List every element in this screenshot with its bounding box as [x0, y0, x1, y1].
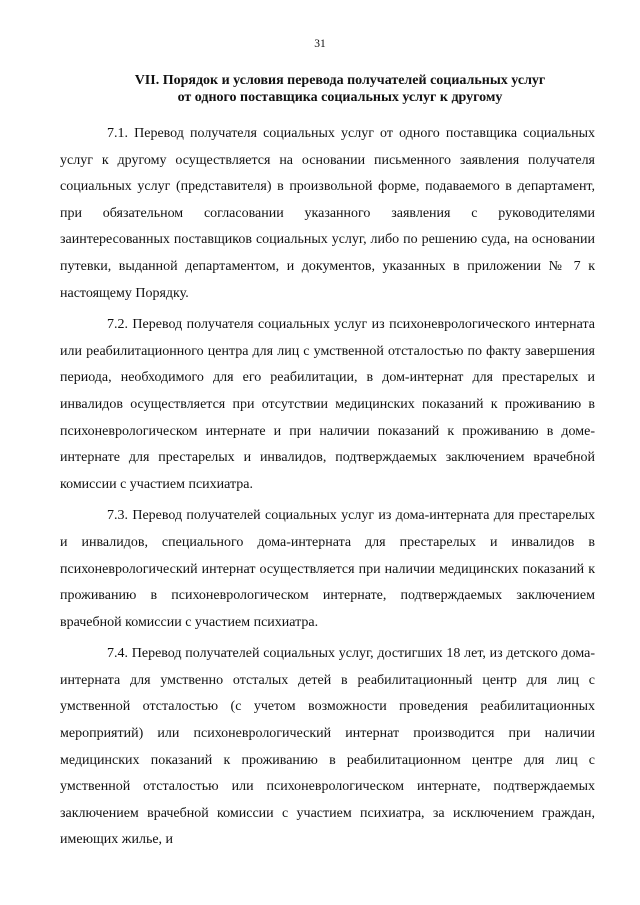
section-heading — [110, 72, 570, 106]
section-heading-line-2: от одного поставщика социальных услуг к другому — [177, 90, 503, 105]
paragraph-7-1: 7.1. Перевод получателя социальных услуг от одного поставщика социальных услуг к другому осуществляется на основании письменного заявления получателя социальных услуг (представителя) в произвольной форме, подаваемого в департамент, при обязательном согласовании указанного заявления с руководителями заинтересованных поставщиков социальных услуг, либо по решению суда, на основании путевки, выданной департаментом, и документов, указанных в приложении № 7 к настоящему Порядку. — [60, 126, 595, 301]
document-body — [60, 121, 595, 859]
page-number: 31 — [314, 38, 326, 50]
section-heading-line-1: VII. Порядок и условия перевода получателей социальных услуг — [134, 73, 546, 88]
paragraph-7-3: 7.3. Перевод получателей социальных услуг из дома-интерната для престарелых и инвалидов, специального дома-интерната для престарелых и инвалидов в психоневрологический интернат осуществляется при наличии медицинских показаний к проживанию в психоневрологическом интернате, подтверждаемых заключением врачебной комиссии с участием психиатра. — [60, 508, 595, 630]
paragraph-7-2: 7.2. Перевод получателя социальных услуг из психоневрологического интерната или реабилитационного центра для лиц с умственной отсталостью по факту завершения периода, необходимого для его реабилитации, в дом-интернат для престарелых и инвалидов осуществляется при отсутствии медицинских показаний к проживанию в психоневрологическом интернате и при наличии показаний к проживанию в доме-интернате для престарелых и инвалидов, подтверждаемых заключением врачебной комиссии с участием психиатра. — [60, 317, 595, 492]
paragraph-7-4: 7.4. Перевод получателей социальных услуг, достигших 18 лет, из детского дома-интерната для умственно отсталых детей в реабилитационный центр для лиц с умственной отсталостью (с учетом возможности проведения реабилитационных мероприятий) или психоневрологический интернат производится при наличии медицинских показаний к проживанию в реабилитационном центре для лиц с умственной отсталостью или психоневрологическом интернате, подтверждаемых заключением врачебной комиссии с участием психиатра, за исключением граждан, имеющих жилье, и — [60, 646, 595, 848]
